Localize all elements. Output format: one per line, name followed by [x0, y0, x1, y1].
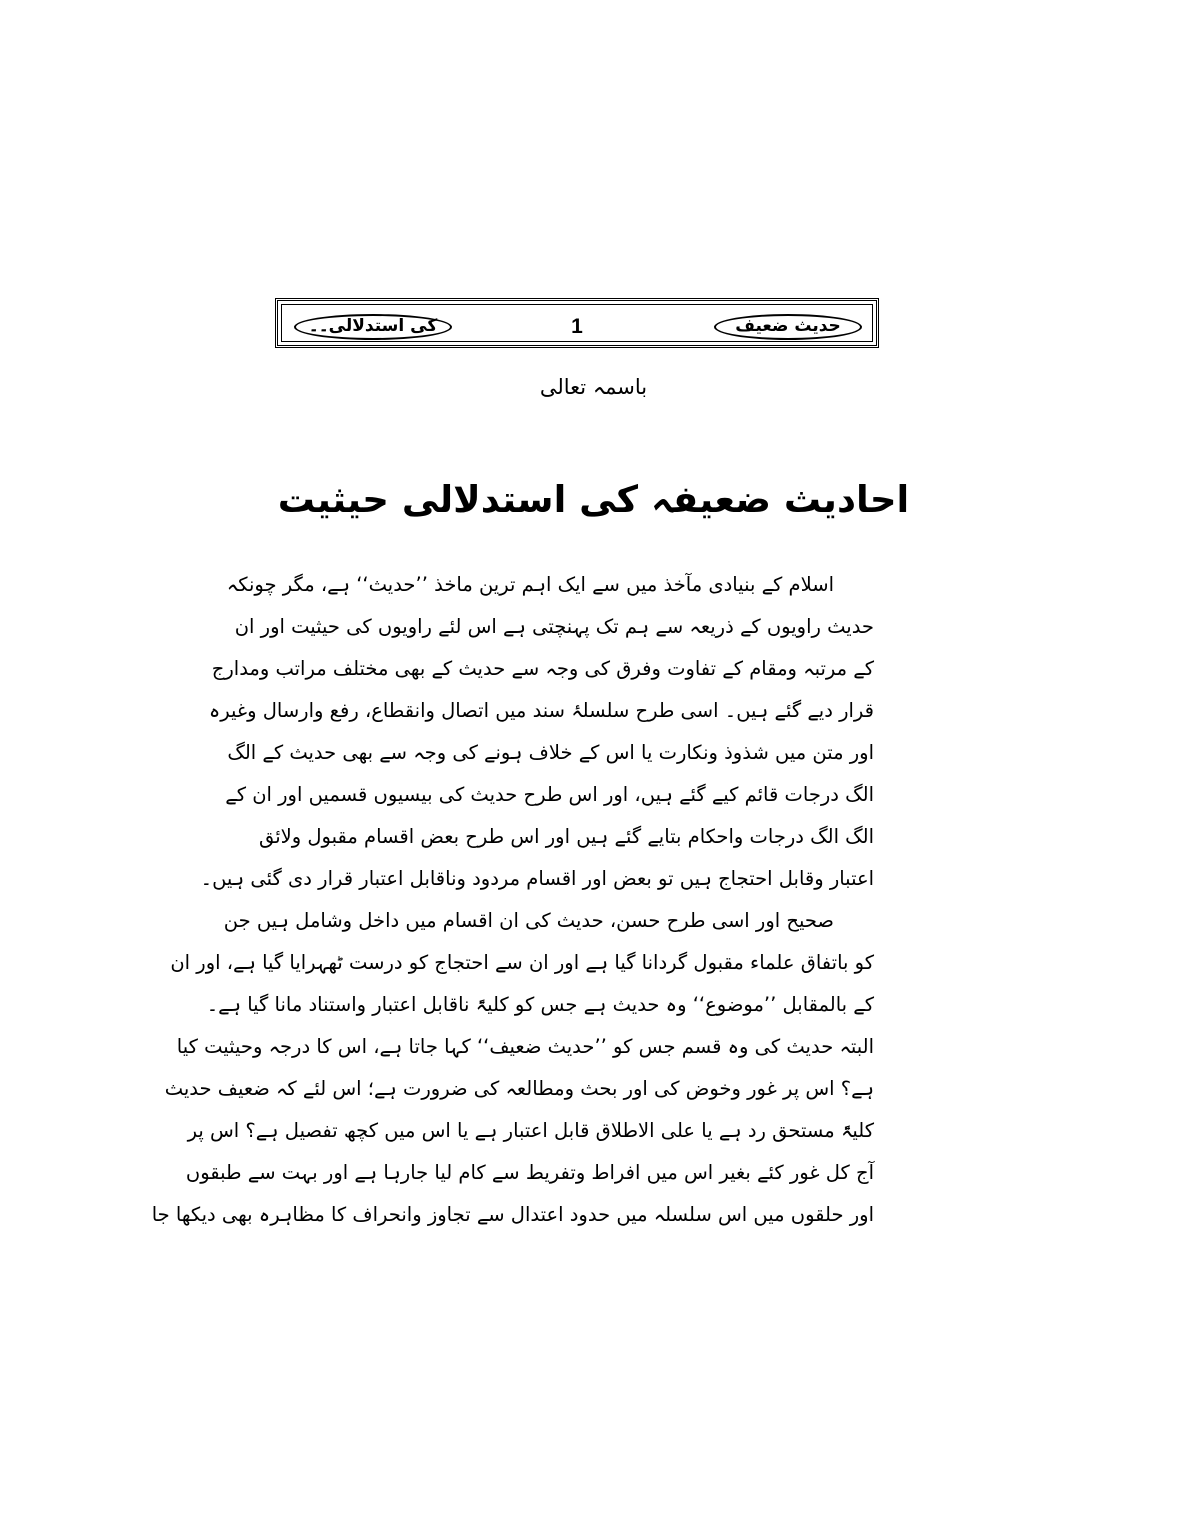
page-title: احادیث ضعیفہ کی استدلالی حیثیت [277, 478, 910, 521]
body-line: صحیح اور اسی طرح حسن، حدیث کی ان اقسام میں داخل وشامل ہیں جن [223, 909, 834, 932]
body-line: ہے؟ اس پر غور وخوض کی اور بحث ومطالعہ کی ضرورت ہے؛ اس لئے کہ ضعیف حدیث [164, 1077, 874, 1100]
running-header [275, 298, 879, 348]
body-line: کے مرتبہ ومقام کے تفاوت وفرق کی وجہ سے حدیث کے بھی مختلف مراتب ومدارج [211, 657, 874, 680]
body-line: الگ درجات قائم کیے گئے ہیں، اور اس طرح حدیث کی بیسیوں قسمیں اور ان کے [225, 783, 874, 806]
header-book-subtitle-pill: کی استدلالی۔۔ [294, 314, 452, 340]
body-text [151, 564, 874, 1236]
page-number: 1 [571, 315, 583, 338]
body-line: قرار دیے گئے ہیں۔ اسی طرح سلسلۂ سند میں اتصال وانقطاع، رفع وارسال وغیرہ [208, 699, 874, 722]
running-header-inner-border [281, 304, 873, 342]
invocation-text: باسمہ تعالی [539, 375, 648, 399]
body-line: الگ الگ درجات واحکام بتایے گئے ہیں اور اس طرح بعض اقسام مقبول ولائق [258, 825, 874, 848]
body-line: البتہ حدیث کی وہ قسم جس کو ’’حدیث ضعیف‘‘ کہا جاتا ہے، اس کا درجہ وحیثیت کیا [176, 1035, 874, 1058]
body-line: اور متن میں شذوذ ونکارت یا اس کے خلاف ہونے کی وجہ سے بھی حدیث کے الگ [227, 741, 874, 764]
body-line: کے بالمقابل ’’موضوع‘‘ وہ حدیث ہے جس کو کلیۃً ناقابل اعتبار واستناد مانا گیا ہے۔ [206, 993, 874, 1016]
body-line: آج کل غور کئے بغیر اس میں افراط وتفریط سے کام لیا جارہا ہے اور بہت سے طبقوں [185, 1161, 874, 1184]
body-line: حدیث راویوں کے ذریعہ سے ہم تک پہنچتی ہے اس لئے راویوں کی حیثیت اور ان [234, 615, 874, 638]
body-line: کو باتفاق علماء مقبول گردانا گیا ہے اور ان سے احتجاج کو درست ٹھہرایا گیا ہے، اور ان [170, 951, 874, 974]
body-line: کلیۃً مستحق رد ہے یا علی الاطلاق قابل اعتبار ہے یا اس میں کچھ تفصیل ہے؟ اس پر [187, 1119, 874, 1142]
header-book-title-pill: حدیث ضعیف [714, 314, 862, 340]
body-line: اسلام کے بنیادی مآخذ میں سے ایک اہم ترین ماخذ ’’حدیث‘‘ ہے، مگر چونکہ [226, 573, 834, 596]
body-line: اعتبار وقابل احتجاج ہیں تو بعض اور اقسام مردود وناقابل اعتبار قرار دی گئی ہیں۔ [200, 867, 874, 890]
body-line: اور حلقوں میں اس سلسلہ میں حدود اعتدال سے تجاوز وانحراف کا مظاہرہ بھی دیکھا جا [151, 1203, 874, 1226]
